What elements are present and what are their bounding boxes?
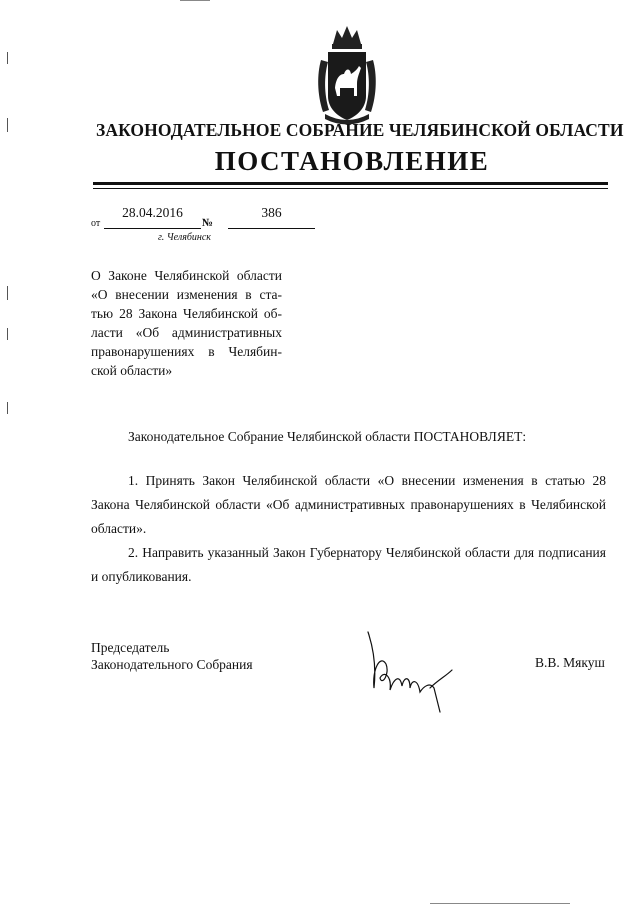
scan-margin-mark [7,52,8,64]
handwritten-signature [360,630,455,715]
document-type: ПОСТАНОВЛЕНИЕ [214,146,490,176]
header-rule-thin [93,188,608,189]
subject-line: тью 28 Закона Челябинской об- [91,306,282,321]
coat-of-arms-icon [315,22,379,126]
decree-statement: Законодательное Собрание Челябинской области ПОСТАНОВЛЯЕТ: [128,429,527,444]
number-label: № [202,217,214,229]
subject-line: правонарушениях в Челябин- [91,344,282,359]
document-date: 28.04.2016 [122,205,183,220]
subject-line: «О внесении изменения в ста- [91,287,282,302]
subject-line: ской области» [91,363,173,378]
signatory-title-line1: Председатель [91,640,170,655]
subject-line: ласти «Об административных [91,325,282,340]
organization-name: ЗАКОНОДАТЕЛЬНОЕ СОБРАНИЕ ЧЕЛЯБИНСКОЙ ОБЛАСТИ [96,120,624,140]
scan-margin-mark [7,118,8,132]
scan-edge-line [430,903,570,904]
subject-block [91,266,282,380]
scan-margin-mark [7,402,8,414]
signatory-name: В.В. Мякуш [535,655,605,670]
scan-margin-mark [7,328,8,340]
subject-line: О Законе Челябинской области [91,268,282,283]
date-label: от [91,218,101,229]
scan-margin-mark [7,286,8,300]
scan-edge-line [180,0,210,1]
date-underline [104,228,201,229]
city: г. Челябинск [158,232,211,243]
number-underline [228,228,315,229]
decree-item-2: 2. Направить указанный Закон Губернатору Челябинской области для подписания и опубликования. [91,545,606,584]
signatory-title-line2: Законодательного Собрания [91,657,253,672]
decree-item-1: 1. Принять Закон Челябинской области «О внесении изменения в статью 28 Закона Челябинской области «Об административных правонарушениях в Челябинской области». [91,473,606,536]
document-number: 386 [261,205,282,220]
header-rule-thick [93,182,608,185]
